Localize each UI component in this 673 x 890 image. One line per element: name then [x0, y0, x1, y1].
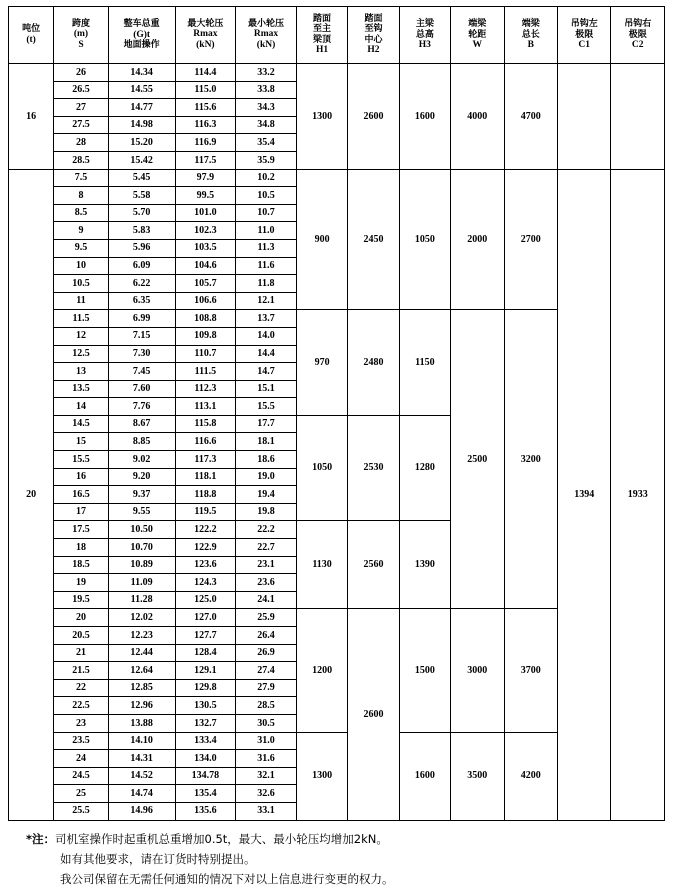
cell-rmax: 128.4 [175, 644, 236, 662]
cell-h1: 970 [296, 310, 347, 416]
cell-rmax: 108.8 [175, 310, 236, 328]
cell-span: 22.5 [54, 697, 108, 715]
header-cell-rmin [236, 7, 297, 64]
cell-total-weight: 11.09 [108, 574, 175, 592]
cell-rmax: 109.8 [175, 327, 236, 345]
cell-rmin: 26.9 [236, 644, 297, 662]
note-line-2: 如有其他要求，请在订货时特别提出。 [60, 851, 256, 866]
cell-span: 16 [54, 468, 108, 486]
header-cell-rmax [175, 7, 236, 64]
cell-rmax: 115.8 [175, 415, 236, 433]
cell-rmax: 117.3 [175, 451, 236, 469]
cell-rmax: 122.2 [175, 521, 236, 539]
header-cell-h1 [296, 7, 347, 64]
cell-rmax: 124.3 [175, 574, 236, 592]
cell-h3: 1280 [399, 415, 450, 521]
cell-total-weight: 14.52 [108, 767, 175, 785]
cell-rmin: 15.5 [236, 398, 297, 416]
cell-span: 17.5 [54, 521, 108, 539]
cell-rmax: 97.9 [175, 169, 236, 187]
header-line: (G)t [133, 29, 151, 40]
cell-span: 19 [54, 574, 108, 592]
cell-total-weight: 6.99 [108, 310, 175, 328]
cell-rmin: 18.1 [236, 433, 297, 451]
cell-total-weight: 6.09 [108, 257, 175, 275]
cell-c2: 1933 [611, 169, 665, 820]
cell-total-weight: 12.44 [108, 644, 175, 662]
cell-span: 21.5 [54, 662, 108, 680]
header-cell-w [451, 7, 504, 64]
cell-span: 23.5 [54, 732, 108, 750]
header-line: S [78, 40, 84, 51]
cell-b: 4700 [504, 64, 557, 170]
header-line: H2 [367, 45, 380, 56]
cell-rmin: 35.4 [236, 134, 297, 152]
cell-rmax: 129.1 [175, 662, 236, 680]
cell-total-weight: 9.02 [108, 451, 175, 469]
cell-rmax: 134.0 [175, 750, 236, 768]
cell-rmin: 27.4 [236, 662, 297, 680]
cell-span: 7.5 [54, 169, 108, 187]
cell-rmax: 134.78 [175, 767, 236, 785]
cell-rmin: 17.7 [236, 415, 297, 433]
cell-h3: 1050 [399, 169, 450, 310]
cell-rmax: 99.5 [175, 187, 236, 205]
header-line: 梁顶 [313, 34, 332, 45]
cell-span: 20 [54, 609, 108, 627]
cell-h3: 1150 [399, 310, 450, 416]
cell-h2: 2600 [348, 64, 399, 170]
cell-total-weight: 10.89 [108, 556, 175, 574]
cell-h2: 2560 [348, 521, 399, 609]
cell-total-weight: 5.83 [108, 222, 175, 240]
cell-total-weight: 14.98 [108, 116, 175, 134]
cell-h1: 1200 [296, 609, 347, 732]
cell-span: 12 [54, 327, 108, 345]
cell-span: 18.5 [54, 556, 108, 574]
cell-rmax: 104.6 [175, 257, 236, 275]
cell-rmax: 135.4 [175, 785, 236, 803]
header-line: 最小轮压 [248, 18, 285, 29]
cell-total-weight: 7.15 [108, 327, 175, 345]
cell-h3: 1600 [399, 64, 450, 170]
cell-rmax: 118.8 [175, 486, 236, 504]
cell-w: 2500 [451, 310, 504, 609]
header-line: 主梁 [415, 19, 434, 30]
header-line: (t) [26, 34, 36, 45]
cell-rmax: 116.9 [175, 134, 236, 152]
header-line: H1 [315, 45, 329, 56]
cell-rmin: 10.7 [236, 204, 297, 222]
cell-rmax: 101.0 [175, 204, 236, 222]
cell-rmin: 19.4 [236, 486, 297, 504]
cell-span: 24.5 [54, 767, 108, 785]
cell-total-weight: 5.58 [108, 187, 175, 205]
header-line: 吊钩左 [570, 19, 598, 30]
cell-span: 11.5 [54, 310, 108, 328]
cell-total-weight: 6.22 [108, 275, 175, 293]
cell-rmin: 10.2 [236, 169, 297, 187]
cell-rmax: 105.7 [175, 275, 236, 293]
header-line: 中心 [364, 34, 383, 45]
header-line: 极限 [575, 29, 594, 40]
cell-span: 8.5 [54, 204, 108, 222]
cell-total-weight: 14.10 [108, 732, 175, 750]
note-star-label: *注： [26, 831, 56, 846]
header-line: 至主 [313, 24, 332, 35]
cell-rmin: 19.0 [236, 468, 297, 486]
cell-span: 14 [54, 398, 108, 416]
header-line: 踏面 [364, 14, 383, 25]
cell-rmin: 23.6 [236, 574, 297, 592]
cell-span: 9 [54, 222, 108, 240]
header-line: 跨度 [71, 18, 90, 29]
cell-rmax: 127.0 [175, 609, 236, 627]
cell-span: 28 [54, 134, 108, 152]
cell-rmin: 14.7 [236, 363, 297, 381]
notes-block [26, 829, 665, 889]
cell-h2: 2530 [348, 415, 399, 521]
cell-rmax: 113.1 [175, 398, 236, 416]
cell-span: 24 [54, 750, 108, 768]
cell-rmin: 14.4 [236, 345, 297, 363]
cell-rmin: 22.2 [236, 521, 297, 539]
cell-w: 2000 [451, 169, 504, 310]
cell-h1: 1300 [296, 732, 347, 820]
cell-span: 26.5 [54, 81, 108, 99]
cell-total-weight: 6.35 [108, 292, 175, 310]
cell-rmax: 119.5 [175, 503, 236, 521]
cell-rmin: 12.1 [236, 292, 297, 310]
header-line: 总高 [415, 29, 434, 40]
cell-span: 20.5 [54, 627, 108, 645]
cell-c1 [557, 64, 610, 170]
header-line: 轮距 [468, 29, 487, 40]
cell-span: 15 [54, 433, 108, 451]
cell-span: 10 [54, 257, 108, 275]
cell-span: 11 [54, 292, 108, 310]
cell-span: 19.5 [54, 591, 108, 609]
cell-rmax: 123.6 [175, 556, 236, 574]
header-line: 吊钩右 [624, 19, 652, 30]
header-line: 整车总重 [123, 19, 160, 30]
cell-span: 23 [54, 714, 108, 732]
cell-span: 16.5 [54, 486, 108, 504]
cell-span: 27.5 [54, 116, 108, 134]
table-row [9, 169, 665, 187]
header-line: (kN) [256, 40, 276, 51]
header-line: C1 [578, 39, 591, 50]
header-line: W [472, 39, 483, 50]
cell-rmin: 27.9 [236, 679, 297, 697]
cell-rmax: 130.5 [175, 697, 236, 715]
cell-rmax: 133.4 [175, 732, 236, 750]
cell-rmin: 25.9 [236, 609, 297, 627]
crane-spec-table [8, 6, 665, 821]
cell-rmin: 31.0 [236, 732, 297, 750]
cell-total-weight: 10.50 [108, 521, 175, 539]
cell-h1: 900 [296, 169, 347, 310]
table-header-row [9, 7, 665, 64]
cell-total-weight: 5.45 [108, 169, 175, 187]
cell-rmax: 114.4 [175, 64, 236, 82]
cell-rmin: 11.8 [236, 275, 297, 293]
cell-span: 26 [54, 64, 108, 82]
cell-h1: 1050 [296, 415, 347, 521]
cell-total-weight: 15.20 [108, 134, 175, 152]
cell-total-weight: 12.64 [108, 662, 175, 680]
cell-b: 3200 [504, 310, 557, 609]
cell-rmax: 125.0 [175, 591, 236, 609]
header-line: Rmax [253, 29, 279, 40]
header-cell-total_weight [108, 7, 175, 64]
cell-b: 2700 [504, 169, 557, 310]
cell-span: 18 [54, 539, 108, 557]
cell-h3: 1390 [399, 521, 450, 609]
cell-total-weight: 14.77 [108, 99, 175, 117]
cell-rmax: 118.1 [175, 468, 236, 486]
cell-total-weight: 9.37 [108, 486, 175, 504]
cell-rmin: 30.5 [236, 714, 297, 732]
cell-rmin: 34.3 [236, 99, 297, 117]
cell-h2: 2600 [348, 609, 399, 820]
cell-total-weight: 9.55 [108, 503, 175, 521]
header-cell-b [504, 7, 557, 64]
cell-span: 15.5 [54, 451, 108, 469]
cell-span: 21 [54, 644, 108, 662]
cell-rmin: 32.6 [236, 785, 297, 803]
cell-w: 3000 [451, 609, 504, 732]
header-line: 端梁 [468, 19, 487, 30]
header-line: (kN) [196, 40, 215, 51]
cell-rmin: 15.1 [236, 380, 297, 398]
cell-total-weight: 14.74 [108, 785, 175, 803]
note-line-1 [26, 829, 665, 849]
header-cell-c2 [611, 7, 665, 64]
cell-rmin: 26.4 [236, 627, 297, 645]
header-line: (m) [73, 29, 89, 40]
cell-total-weight: 5.70 [108, 204, 175, 222]
cell-rmin: 33.2 [236, 64, 297, 82]
cell-span: 14.5 [54, 415, 108, 433]
cell-span: 13.5 [54, 380, 108, 398]
header-line: 吨位 [22, 24, 41, 35]
cell-total-weight: 13.88 [108, 714, 175, 732]
cell-rmin: 33.8 [236, 81, 297, 99]
cell-total-weight: 8.67 [108, 415, 175, 433]
header-line: 踏面 [313, 14, 332, 25]
cell-rmax: 112.3 [175, 380, 236, 398]
cell-rmin: 24.1 [236, 591, 297, 609]
cell-span: 8 [54, 187, 108, 205]
cell-w: 4000 [451, 64, 504, 170]
cell-total-weight: 10.70 [108, 539, 175, 557]
cell-rmin: 31.6 [236, 750, 297, 768]
header-line: C2 [631, 39, 644, 50]
cell-rmax: 135.6 [175, 802, 236, 820]
cell-total-weight: 12.85 [108, 679, 175, 697]
cell-span: 22 [54, 679, 108, 697]
cell-span: 12.5 [54, 345, 108, 363]
cell-rmax: 116.6 [175, 433, 236, 451]
cell-rmax: 110.7 [175, 345, 236, 363]
cell-total-weight: 12.02 [108, 609, 175, 627]
cell-span: 17 [54, 503, 108, 521]
table-body [9, 64, 665, 821]
cell-rmax: 115.6 [175, 99, 236, 117]
cell-rmin: 10.5 [236, 187, 297, 205]
header-cell-tonnage [9, 7, 54, 64]
cell-rmin: 18.6 [236, 451, 297, 469]
cell-total-weight: 14.96 [108, 802, 175, 820]
header-cell-h2 [348, 7, 399, 64]
cell-span: 28.5 [54, 151, 108, 169]
header-cell-span [54, 7, 108, 64]
header-line: H3 [418, 39, 431, 50]
cell-rmin: 11.6 [236, 257, 297, 275]
cell-total-weight: 14.31 [108, 750, 175, 768]
cell-total-weight: 7.60 [108, 380, 175, 398]
cell-total-weight: 9.20 [108, 468, 175, 486]
header-line: 端梁 [521, 19, 540, 30]
cell-total-weight: 7.45 [108, 363, 175, 381]
cell-rmin: 28.5 [236, 697, 297, 715]
cell-h2: 2450 [348, 169, 399, 310]
cell-rmin: 33.1 [236, 802, 297, 820]
cell-span: 9.5 [54, 239, 108, 257]
cell-rmin: 23.1 [236, 556, 297, 574]
cell-b: 4200 [504, 732, 557, 820]
cell-rmax: 111.5 [175, 363, 236, 381]
cell-rmin: 34.8 [236, 116, 297, 134]
cell-span: 13 [54, 363, 108, 381]
header-cell-h3 [399, 7, 450, 64]
header-line: 最大轮压 [187, 18, 224, 29]
cell-total-weight: 7.30 [108, 345, 175, 363]
cell-total-weight: 14.55 [108, 81, 175, 99]
cell-total-weight: 15.42 [108, 151, 175, 169]
note-text-1: 司机室操作时起重机总重增加0.5t，最大、最小轮压均增加2kN。 [55, 831, 388, 846]
cell-rmax: 103.5 [175, 239, 236, 257]
cell-rmin: 14.0 [236, 327, 297, 345]
cell-rmin: 13.7 [236, 310, 297, 328]
cell-h3: 1500 [399, 609, 450, 732]
header-line: Rmax [193, 29, 218, 40]
cell-span: 10.5 [54, 275, 108, 293]
header-line: 极限 [628, 29, 647, 40]
cell-tonnage: 16 [9, 64, 54, 170]
cell-rmin: 35.9 [236, 151, 297, 169]
cell-rmin: 19.8 [236, 503, 297, 521]
cell-span: 27 [54, 99, 108, 117]
table-row [9, 64, 665, 82]
cell-rmax: 115.0 [175, 81, 236, 99]
cell-total-weight: 8.85 [108, 433, 175, 451]
cell-rmin: 32.1 [236, 767, 297, 785]
header-line: B [527, 39, 534, 50]
cell-total-weight: 14.34 [108, 64, 175, 82]
cell-rmin: 11.0 [236, 222, 297, 240]
cell-c1: 1394 [557, 169, 610, 820]
header-line: 至钩 [364, 24, 383, 35]
cell-total-weight: 12.23 [108, 627, 175, 645]
cell-h1: 1300 [296, 64, 347, 170]
cell-total-weight: 11.28 [108, 591, 175, 609]
cell-c2 [611, 64, 665, 170]
cell-h1: 1130 [296, 521, 347, 609]
cell-w: 3500 [451, 732, 504, 820]
header-line: 总长 [521, 29, 540, 40]
cell-total-weight: 5.96 [108, 239, 175, 257]
cell-rmax: 117.5 [175, 151, 236, 169]
header-line: 地面操作 [123, 40, 160, 51]
cell-rmax: 122.9 [175, 539, 236, 557]
note-line-3: 我公司保留在无需任何通知的情况下对以上信息进行变更的权力。 [60, 871, 394, 886]
cell-rmin: 22.7 [236, 539, 297, 557]
cell-rmax: 106.6 [175, 292, 236, 310]
cell-total-weight: 12.96 [108, 697, 175, 715]
cell-h2: 2480 [348, 310, 399, 416]
cell-tonnage: 20 [9, 169, 54, 820]
header-cell-c1 [557, 7, 610, 64]
cell-h3: 1600 [399, 732, 450, 820]
cell-rmax: 127.7 [175, 627, 236, 645]
cell-total-weight: 7.76 [108, 398, 175, 416]
cell-rmax: 102.3 [175, 222, 236, 240]
cell-rmin: 11.3 [236, 239, 297, 257]
cell-b: 3700 [504, 609, 557, 732]
cell-span: 25.5 [54, 802, 108, 820]
cell-rmax: 116.3 [175, 116, 236, 134]
cell-span: 25 [54, 785, 108, 803]
cell-rmax: 129.8 [175, 679, 236, 697]
cell-rmax: 132.7 [175, 714, 236, 732]
